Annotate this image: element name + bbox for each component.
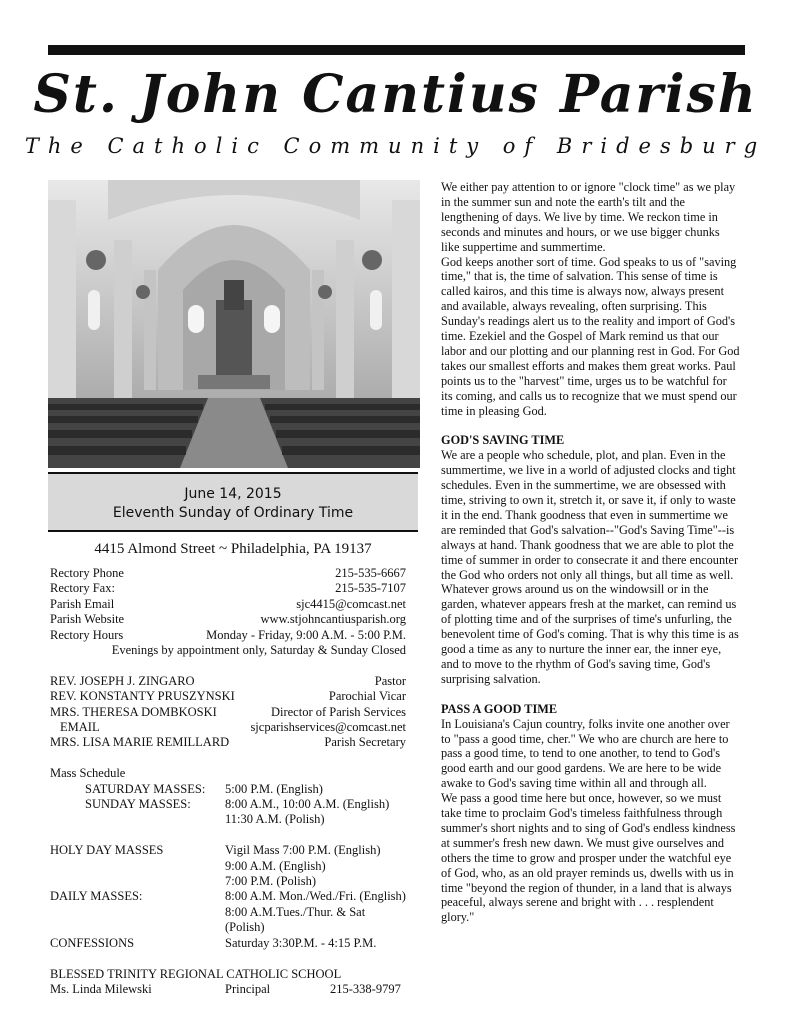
mass-schedule-heading: Mass Schedule xyxy=(50,766,126,781)
staff-row: EMAIL sjcparishservices@comcast.net xyxy=(60,720,406,735)
article-paragraph: We either pay attention to or ignore "clock time" as we play in the summer sun and note the earth's tilt and the lengthening of days. We live by time. We reckon time in seconds and minutes and hours, or we use bigger chunks like suppertime and summertime. xyxy=(441,180,736,254)
services-email-link[interactable]: sjcparishservices@comcast.net xyxy=(250,720,406,735)
contact-row: Parish Website www.stjohncantiusparish.org xyxy=(50,612,406,627)
article-heading: PASS A GOOD TIME xyxy=(441,701,558,716)
contact-row: Parish Email sjc4415@comcast.net xyxy=(50,596,406,611)
staff-row: MRS. LISA MARIE REMILLARD Parish Secretary xyxy=(50,735,406,750)
staff-row: REV. KONSTANTY PRUSZYNSKI Parochial Vicar xyxy=(50,689,406,704)
parish-info xyxy=(50,566,406,997)
article-paragraph: We are a people who schedule, plot, and plan. Even in the summertime, we live in a world of adjusted clocks and tight schedules. Even in the summertime, we are obsessed with time, striving to own it, stretch it, or save it, if only to waste it in the end. Thank goodness that even in summertime we are reminded that God's salvation--"God's Saving Time"--is always at hand. Thank goodness that we are able to plot the time of summer in order to consecrate it and there encounter the God who orders not only all things, but all time as well. Whatever grows around us on the windowsill or in the garden, whatever appears fresh at the market, can remind us of plotting time and of the surprises of time's unfurling, the benevolent time of God's coming. That is why this time is as good a time as any to nurture the inner ear, the inner eye, and to move to the rhythm of God's saving time, God's surprising salvation. xyxy=(441,448,739,686)
masthead-rule xyxy=(48,45,745,55)
parish-website-link[interactable]: www.stjohncantiusparish.org xyxy=(260,612,406,627)
article-paragraph: In Louisiana's Cajun country, folks invite one another over to "pass a good time, cher." We who are church are here to pass a good time, to tend to one another, to tend to God's good earth and our good gardens. We are here to be wide awake to God's saving time within all and through all. xyxy=(441,716,730,791)
evening-note: Evenings by appointment only, Saturday & Sunday Closed xyxy=(111,643,406,658)
church-interior-icon xyxy=(48,180,420,468)
parish-title: St. John Cantius Parish xyxy=(33,64,758,125)
mass-schedule: SATURDAY MASSES: 5:00 P.M. (English) SUNDAY MASSES: 8:00 A.M., 10:00 A.M. (English) 11:30 A.M. (Polish) xyxy=(85,781,390,827)
article-paragraph: God keeps another sort of time. God speaks to us of "saving time," that is, the time of salvation. This sense of time is called kairos, and this time is always now, always present and available, always revealing, often surprising. This Sunday's readings alert us to the reality and import of God's time. Ezekiel and the Gospel of Mark remind us that our labor and our plotting and our planning rest in God. For God takes our smallest efforts and makes them great works. Paul points us to the "harvest" time, urges us to be watchful for its coming, and calls us to recognize that we must spend our time in pleasing God. xyxy=(441,254,740,418)
staff-row: REV. JOSEPH J. ZINGARO Pastor xyxy=(50,673,406,688)
reflection-article xyxy=(441,180,741,925)
contact-row: Rectory Phone 215-535-6667 xyxy=(50,566,406,580)
church-interior-photo xyxy=(48,180,420,468)
article-heading: GOD'S SAVING TIME xyxy=(441,433,565,448)
school-contact: Ms. Linda Milewski Principal 215-338-9797 xyxy=(50,981,401,996)
article-paragraph: We pass a good time here but once, however, so we must take time to proclaim God's timeless faithfulness through summer's short nights and to sing of God's endless kindness at summer's fresh new dawn. We must give ourselves and others the time to grow and prosper under the watchful eye of God, who, as an old prayer reminds us, dwells with us in time "beyond the region of thunder, in a land that is always peaceful, always serene and bright with . . . resplendent glory." xyxy=(441,791,736,925)
parish-address: 4415 Almond Street ~ Philadelphia, PA 19137 xyxy=(94,541,372,557)
contact-row: Rectory Fax: 215-535-7107 xyxy=(50,581,406,596)
contact-row: Rectory Hours Monday - Friday, 9:00 A.M. - 5:00 P.M. xyxy=(50,627,406,642)
bulletin-date: June 14, 2015 xyxy=(184,486,282,502)
bulletin-date-box xyxy=(48,472,418,532)
school-name: BLESSED TRINITY REGIONAL CATHOLIC SCHOOL xyxy=(50,966,342,981)
parish-email-link[interactable]: sjc4415@comcast.net xyxy=(296,596,406,611)
staff-row: MRS. THERESA DOMBKOSKI Director of Parish Services xyxy=(50,704,406,719)
holy-day-schedule: HOLY DAY MASSES Vigil Mass 7:00 P.M. (English) 9:00 A.M. (English) 7:00 P.M. (Polish) DAILY MASSES: 8:00 A.M. Mon./Wed./Fri. (English) 8:00 A.M.Tues./Thur. & Sat (Polish) CONFESSIONS Saturday 3:30P.M. - 4:15 P.M. xyxy=(50,843,406,950)
parish-subtitle: The Catholic Community of Bridesburg xyxy=(24,134,767,158)
liturgical-occasion: Eleventh Sunday of Ordinary Time xyxy=(112,505,354,521)
